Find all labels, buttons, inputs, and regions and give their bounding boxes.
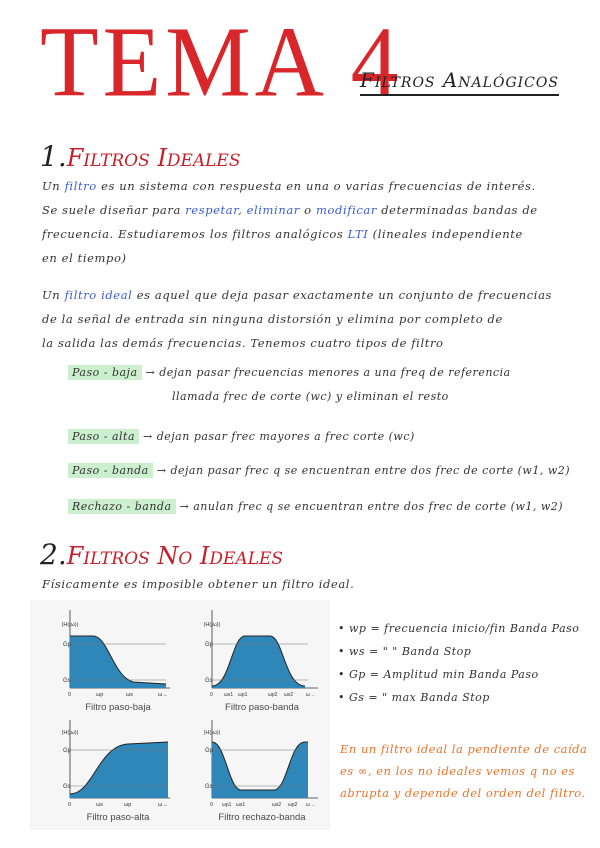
x-tick: ωs2 — [272, 802, 282, 808]
paragraph-text: determinadas bandas de — [376, 203, 538, 217]
paragraph-text: Un — [42, 179, 65, 193]
gp-label: Gp — [63, 642, 72, 648]
gs-label: Gs — [63, 678, 71, 684]
x-tick: 0 — [68, 692, 72, 698]
keyword: LTI — [347, 227, 369, 241]
paragraph-text: la salida las demás frecuencias. Tenemos cuatro tipos de filtro — [42, 336, 444, 350]
paragraph-line — [42, 198, 582, 222]
note-line: es ∞, en los no ideales vemos q no es — [340, 764, 575, 778]
x-tick: ωs1 — [236, 802, 246, 808]
bullet-rechazo-banda — [68, 500, 563, 513]
paragraph-line — [42, 283, 582, 307]
figure-caption: Filtro paso-alta — [86, 812, 150, 823]
bullet-label: Paso - baja — [68, 365, 142, 380]
paragraph-text: es aquel que deja pasar exactamente un conjunto de frecuencias — [132, 288, 553, 302]
page-title: TEMA 4 — [40, 5, 403, 118]
paragraph-text: (lineales independiente — [368, 227, 523, 241]
gp-label: Gp — [205, 642, 214, 648]
x-tick: 0 — [68, 802, 72, 808]
x-tick: ωp2 — [288, 802, 298, 808]
bullet-text: → anulan frec q se encuentran entre dos frec de corte (w1, w2) — [179, 500, 564, 513]
filter-figures — [30, 600, 330, 830]
x-tick: ωp2 — [268, 692, 278, 698]
x-tick: 0 — [210, 692, 213, 698]
x-tick: ωs2 — [284, 692, 294, 698]
x-tick: ωp1 — [222, 802, 232, 808]
x-tick: ω→ — [158, 802, 168, 808]
paragraph-text: Se suele diseñar para — [42, 203, 186, 217]
bullet-label: Paso - alta — [68, 429, 139, 444]
section-2-heading — [40, 538, 283, 571]
x-tick: ωs — [96, 802, 104, 808]
bullet-text: → dejan pasar frecuencias menores a una freq de referencia — [145, 366, 511, 379]
x-tick: ωp — [124, 802, 132, 808]
figure-caption: Filtro paso-baja — [85, 702, 151, 713]
x-tick: 0 — [210, 802, 213, 808]
keyword: filtro ideal — [64, 288, 133, 302]
paragraph-line — [42, 246, 582, 270]
y-label: |H(jω)| — [204, 622, 221, 628]
paragraph-text: o — [299, 203, 316, 217]
paragraph-line — [42, 331, 582, 355]
gs-label: Gs — [205, 678, 213, 684]
bullet-text: → dejan pasar frec q se encuentran entre dos frec de corte (w1, w2) — [156, 464, 571, 477]
paragraph-text: , — [238, 203, 247, 217]
section-1-number: 1. — [40, 140, 67, 173]
note-line: En un filtro ideal la pendiente de caída — [340, 742, 588, 756]
paragraph-line — [42, 222, 582, 246]
x-tick: ωs1 — [224, 692, 234, 698]
x-tick: ω→ — [158, 692, 168, 698]
paragraph-text: de la señal de entrada sin ninguna distorsión y elimina por completo de — [42, 312, 503, 326]
keyword: respetar — [185, 203, 239, 217]
keyword: modificar — [315, 203, 377, 217]
gs-label: Gs — [205, 784, 213, 790]
bullet-paso-baja-cont: llamada frec de corte (wc) y eliminan el resto — [172, 390, 449, 403]
note-line: abrupta y depende del orden del filtro. — [340, 786, 586, 800]
section-1-paragraph-1 — [42, 174, 582, 270]
bullet-paso-banda — [68, 464, 570, 477]
paragraph-text: Un — [42, 288, 65, 302]
section-2-number: 2. — [40, 538, 67, 571]
legend-gp: • Gp = Amplitud min Banda Paso — [338, 668, 539, 681]
legend-wp: • wp = frecuencia inicio/fin Banda Paso — [338, 622, 580, 635]
section-1-title: Filtros Ideales — [66, 144, 241, 172]
bullet-text: → dejan pasar frec mayores a frec corte (wc) — [143, 430, 415, 443]
section-1-paragraph-2 — [42, 283, 582, 355]
y-label: |H(jω)| — [204, 730, 221, 736]
paragraph-line — [42, 174, 582, 198]
y-label: |H(jω)| — [62, 622, 79, 628]
section-2-intro: Físicamente es imposible obtener un filtro ideal. — [42, 577, 355, 591]
section-1-heading — [40, 140, 240, 173]
legend-ws: • ws = " " Banda Stop — [338, 645, 472, 658]
bullet-paso-alta — [68, 430, 415, 443]
figure-caption: Filtro rechazo-banda — [218, 812, 306, 823]
bullet-label: Rechazo - banda — [68, 499, 176, 514]
paragraph-text: frecuencia. Estudiaremos los filtros analógicos — [42, 227, 348, 241]
y-label: |H(jω)| — [62, 730, 79, 736]
note-ideal-filter — [340, 738, 590, 804]
gp-label: Gp — [205, 748, 214, 754]
gs-label: Gs — [63, 784, 71, 790]
keyword: filtro — [64, 179, 97, 193]
paragraph-text: en el tiempo) — [42, 251, 127, 265]
keyword: eliminar — [246, 203, 300, 217]
page-subtitle: Filtros Analógicos — [360, 68, 559, 96]
section-2-title: Filtros No Ideales — [66, 542, 284, 570]
bullet-label: Paso - banda — [68, 463, 153, 478]
x-tick: ωp1 — [238, 692, 248, 698]
x-tick: ωs — [126, 692, 134, 698]
gp-label: Gp — [63, 748, 72, 754]
bullet-paso-baja — [68, 366, 511, 379]
paragraph-text: es un sistema con respuesta en una o varias frecuencias de interés. — [96, 179, 536, 193]
x-tick: ω→ — [306, 802, 315, 808]
x-tick: ω→ — [306, 692, 315, 698]
legend-gs: • Gs = " max Banda Stop — [338, 691, 490, 704]
figure-caption: Filtro paso-banda — [225, 702, 299, 713]
paragraph-line — [42, 307, 582, 331]
x-tick: ωp — [96, 692, 104, 698]
